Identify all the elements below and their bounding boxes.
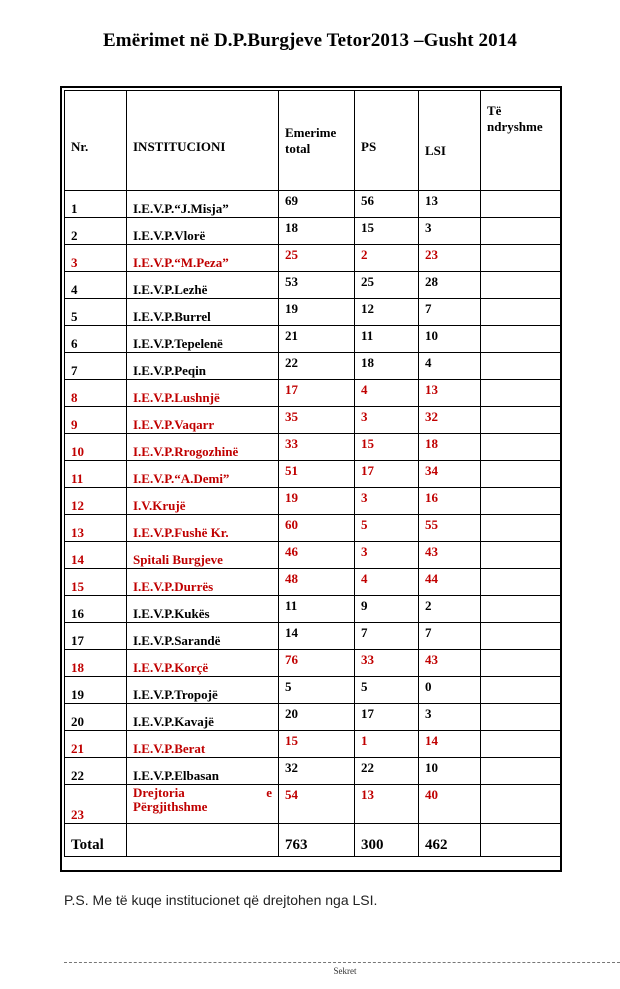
institution-word: Përgjithshme	[133, 799, 208, 814]
row-institution: I.E.V.P.“M.Peza”	[127, 245, 279, 272]
row-emerime-total: 20	[279, 704, 355, 731]
row-institution: I.E.V.P.Tepelenë	[127, 326, 279, 353]
row-lsi: 13	[419, 380, 481, 407]
row-lsi: 10	[419, 758, 481, 785]
row-lsi: 10	[419, 326, 481, 353]
row-ps: 13	[355, 785, 419, 824]
row-te-ndryshme	[481, 596, 561, 623]
row-emerime-total: 35	[279, 407, 355, 434]
row-ps: 4	[355, 569, 419, 596]
row-nr: 19	[65, 677, 127, 704]
row-lsi: 3	[419, 218, 481, 245]
row-ps: 56	[355, 191, 419, 218]
institution-word: Drejtoria	[133, 785, 185, 800]
row-ps: 4	[355, 380, 419, 407]
row-nr: 21	[65, 731, 127, 758]
row-ps: 17	[355, 704, 419, 731]
table-row	[65, 596, 561, 623]
header-emerime-total: Emerime total	[279, 91, 355, 191]
row-ps: 1	[355, 731, 419, 758]
row-institution: I.E.V.P.Berat	[127, 731, 279, 758]
row-nr: 23	[65, 785, 127, 824]
table-row	[65, 515, 561, 542]
row-te-ndryshme	[481, 380, 561, 407]
row-te-ndryshme	[481, 758, 561, 785]
row-nr: 13	[65, 515, 127, 542]
page-title: Emërimet në D.P.Burgjeve Tetor2013 –Gusht 2014	[103, 30, 517, 51]
footnote: P.S. Me të kuqe institucionet që drejtohen nga LSI.	[64, 892, 378, 908]
totals-te-ndryshme	[481, 824, 561, 857]
row-lsi: 43	[419, 542, 481, 569]
row-lsi: 14	[419, 731, 481, 758]
row-te-ndryshme	[481, 326, 561, 353]
row-nr: 22	[65, 758, 127, 785]
table-row	[65, 785, 561, 824]
table-row	[65, 488, 561, 515]
row-ps: 11	[355, 326, 419, 353]
row-institution: I.E.V.P.Rrogozhinë	[127, 434, 279, 461]
row-te-ndryshme	[481, 407, 561, 434]
row-te-ndryshme	[481, 434, 561, 461]
row-ps: 15	[355, 218, 419, 245]
totals-empty	[127, 824, 279, 857]
table-row	[65, 461, 561, 488]
row-te-ndryshme	[481, 245, 561, 272]
row-nr: 3	[65, 245, 127, 272]
row-nr: 6	[65, 326, 127, 353]
totals-label: Total	[65, 824, 127, 857]
header-te-ndryshme: Të ndryshme	[481, 91, 561, 191]
row-emerime-total: 17	[279, 380, 355, 407]
row-te-ndryshme	[481, 488, 561, 515]
row-institution: I.E.V.P.Elbasan	[127, 758, 279, 785]
row-nr: 11	[65, 461, 127, 488]
row-institution: I.E.V.P.Lushnjë	[127, 380, 279, 407]
row-te-ndryshme	[481, 650, 561, 677]
row-emerime-total: 54	[279, 785, 355, 824]
table-row	[65, 272, 561, 299]
header-lsi: LSI	[419, 91, 481, 191]
row-te-ndryshme	[481, 218, 561, 245]
row-ps: 3	[355, 407, 419, 434]
row-nr: 20	[65, 704, 127, 731]
row-emerime-total: 19	[279, 488, 355, 515]
row-lsi: 7	[419, 299, 481, 326]
table-row	[65, 245, 561, 272]
row-nr: 16	[65, 596, 127, 623]
table-row	[65, 191, 561, 218]
row-institution: I.E.V.P.Durrës	[127, 569, 279, 596]
row-institution: I.E.V.P.Fushë Kr.	[127, 515, 279, 542]
row-te-ndryshme	[481, 299, 561, 326]
row-ps: 3	[355, 488, 419, 515]
header-nr: Nr.	[65, 91, 127, 191]
row-lsi: 2	[419, 596, 481, 623]
row-nr: 17	[65, 623, 127, 650]
row-institution: I.E.V.P.Vlorë	[127, 218, 279, 245]
row-nr: 2	[65, 218, 127, 245]
row-nr: 5	[65, 299, 127, 326]
row-emerime-total: 51	[279, 461, 355, 488]
row-nr: 1	[65, 191, 127, 218]
totals-lsi: 462	[419, 824, 481, 857]
row-emerime-total: 46	[279, 542, 355, 569]
row-ps: 22	[355, 758, 419, 785]
row-lsi: 16	[419, 488, 481, 515]
row-emerime-total: 18	[279, 218, 355, 245]
table-row	[65, 218, 561, 245]
footer-classification: Sekret	[333, 966, 357, 976]
row-emerime-total: 48	[279, 569, 355, 596]
row-te-ndryshme	[481, 191, 561, 218]
row-emerime-total: 5	[279, 677, 355, 704]
row-te-ndryshme	[481, 461, 561, 488]
row-lsi: 28	[419, 272, 481, 299]
row-te-ndryshme	[481, 704, 561, 731]
row-ps: 17	[355, 461, 419, 488]
row-institution: I.E.V.P.Tropojë	[127, 677, 279, 704]
row-emerime-total: 53	[279, 272, 355, 299]
row-te-ndryshme	[481, 353, 561, 380]
row-te-ndryshme	[481, 731, 561, 758]
row-nr: 9	[65, 407, 127, 434]
row-emerime-total: 25	[279, 245, 355, 272]
footer-rule	[64, 962, 620, 963]
row-institution: I.E.V.P.Burrel	[127, 299, 279, 326]
row-te-ndryshme	[481, 542, 561, 569]
totals-ps: 300	[355, 824, 419, 857]
row-emerime-total: 15	[279, 731, 355, 758]
row-ps: 5	[355, 515, 419, 542]
totals-emerime: 763	[279, 824, 355, 857]
row-institution: I.V.Krujë	[127, 488, 279, 515]
table-row	[65, 623, 561, 650]
row-lsi: 0	[419, 677, 481, 704]
row-nr: 15	[65, 569, 127, 596]
row-emerime-total: 32	[279, 758, 355, 785]
row-lsi: 23	[419, 245, 481, 272]
row-te-ndryshme	[481, 677, 561, 704]
table-header-row	[65, 91, 561, 191]
row-ps: 2	[355, 245, 419, 272]
row-lsi: 3	[419, 704, 481, 731]
table-row	[65, 380, 561, 407]
table-row	[65, 326, 561, 353]
row-emerime-total: 14	[279, 623, 355, 650]
row-lsi: 18	[419, 434, 481, 461]
row-lsi: 7	[419, 623, 481, 650]
row-ps: 25	[355, 272, 419, 299]
row-te-ndryshme	[481, 569, 561, 596]
row-te-ndryshme	[481, 785, 561, 824]
row-lsi: 13	[419, 191, 481, 218]
table-row	[65, 407, 561, 434]
table-row	[65, 569, 561, 596]
row-lsi: 34	[419, 461, 481, 488]
row-institution: I.E.V.P.Sarandë	[127, 623, 279, 650]
row-institution: I.E.V.P.Vaqarr	[127, 407, 279, 434]
row-emerime-total: 69	[279, 191, 355, 218]
row-institution: I.E.V.P.Kavajë	[127, 704, 279, 731]
row-nr: 12	[65, 488, 127, 515]
row-lsi: 44	[419, 569, 481, 596]
row-lsi: 40	[419, 785, 481, 824]
row-lsi: 32	[419, 407, 481, 434]
row-lsi: 43	[419, 650, 481, 677]
row-institution	[127, 785, 279, 824]
row-emerime-total: 11	[279, 596, 355, 623]
row-institution: I.E.V.P.Lezhë	[127, 272, 279, 299]
appointments-table	[64, 90, 561, 857]
row-institution: I.E.V.P.Peqin	[127, 353, 279, 380]
row-ps: 15	[355, 434, 419, 461]
row-nr: 14	[65, 542, 127, 569]
totals-row	[65, 824, 561, 857]
row-ps: 33	[355, 650, 419, 677]
row-te-ndryshme	[481, 515, 561, 542]
row-nr: 10	[65, 434, 127, 461]
table-row	[65, 731, 561, 758]
row-emerime-total: 19	[279, 299, 355, 326]
row-institution: I.E.V.P.Kukës	[127, 596, 279, 623]
row-emerime-total: 33	[279, 434, 355, 461]
row-lsi: 55	[419, 515, 481, 542]
row-nr: 4	[65, 272, 127, 299]
row-te-ndryshme	[481, 623, 561, 650]
row-te-ndryshme	[481, 272, 561, 299]
row-nr: 18	[65, 650, 127, 677]
row-ps: 5	[355, 677, 419, 704]
table-row	[65, 677, 561, 704]
header-institucioni: INSTITUCIONI	[127, 91, 279, 191]
row-emerime-total: 21	[279, 326, 355, 353]
table-row	[65, 704, 561, 731]
row-ps: 12	[355, 299, 419, 326]
row-ps: 3	[355, 542, 419, 569]
row-institution: I.E.V.P.Korçë	[127, 650, 279, 677]
row-institution: I.E.V.P.“A.Demi”	[127, 461, 279, 488]
row-ps: 7	[355, 623, 419, 650]
table-row	[65, 434, 561, 461]
row-nr: 8	[65, 380, 127, 407]
table-row	[65, 650, 561, 677]
row-institution: Spitali Burgjeve	[127, 542, 279, 569]
row-nr: 7	[65, 353, 127, 380]
row-emerime-total: 22	[279, 353, 355, 380]
table-row	[65, 542, 561, 569]
table-row	[65, 758, 561, 785]
institution-word: e	[266, 785, 272, 800]
table-row	[65, 353, 561, 380]
header-ps: PS	[355, 91, 419, 191]
table-row	[65, 299, 561, 326]
row-ps: 18	[355, 353, 419, 380]
row-ps: 9	[355, 596, 419, 623]
row-emerime-total: 76	[279, 650, 355, 677]
row-emerime-total: 60	[279, 515, 355, 542]
row-lsi: 4	[419, 353, 481, 380]
row-institution: I.E.V.P.“J.Misja”	[127, 191, 279, 218]
